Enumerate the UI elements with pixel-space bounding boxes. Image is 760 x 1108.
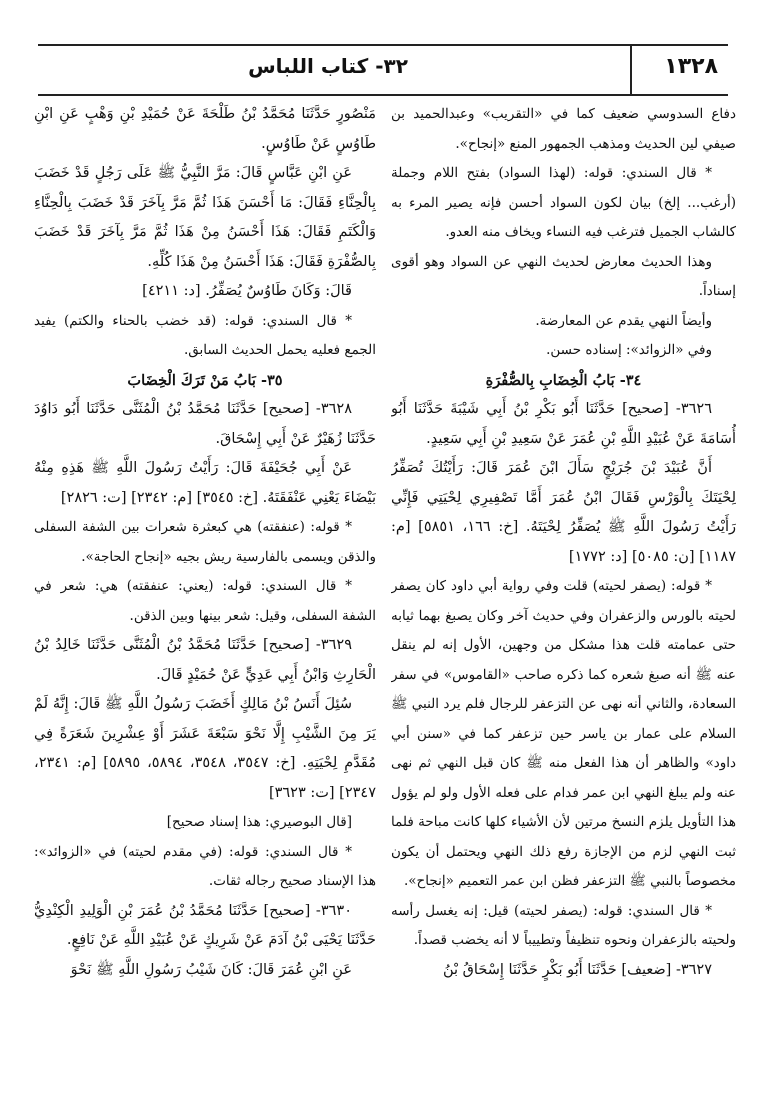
commentary: * قال السندي: قوله: (يصفر لحيته) قيل: إنه يغسل رأسه ولحيته بالزعفران ونحوه تنظيفاً وتطييباً لا أنه يخضب قصداً. xyxy=(391,902,736,948)
chapter-heading: ٣٥- بَابُ مَنْ تَرَكَ الْخِضَابَ xyxy=(127,371,283,389)
hadith-chain: ٣٦٢٩- [صحيح] حَدَّثَنَا مُحَمَّدُ بْنُ الْمُثَنَّى حَدَّثَنَا خَالِدُ بْنُ الْحَارِثِ وَابْنُ أَبِي عَدِيٍّ عَنْ حُمَيْدٍ قَالَ. xyxy=(34,637,376,683)
book-title: ٣٢- كتاب اللباس xyxy=(248,54,408,78)
chapter-heading: ٣٤- بَابُ الْخِضَابِ بِالصُّفْرَةِ xyxy=(485,371,642,389)
grading-note: [قال البوصيري: هذا إسناد صحيح] xyxy=(166,814,352,830)
hadith-text: سُئِلَ أَنَسُ بْنُ مَالِكٍ أَخَضَبَ رَسُولُ اللَّهِ ﷺ قَالَ: إِنَّهُ لَمْ يَرَ مِنَ الشَّيْبِ إِلَّا نَحْوَ سَبْعَةَ عَشَرَ أَوْ عِشْرِينَ شَعَرَةً فِي مُقَدَّمِ لِحْيَتِهِ. [خ: ٣٥٤٧، ٣٥٤٨، ٥٨٩٤، ٥٨٩٥] [م: ٢٣٤١، ٢٣٤٧] [ت: ٣٦٢٣] xyxy=(34,696,376,801)
commentary: * قال السندي: قوله: (لهذا السواد) بفتح اللام وجملة (أرغب... إلخ) بيان لكون السواد أحسن فإنه يصير المرء به كالشاب الجميل فترغب فيه النساء ويخاف منه العدو. xyxy=(391,165,736,240)
hadith-chain: مَنْصُورٍ حَدَّثَنَا مُحَمَّدُ بْنُ طَلْحَةَ عَنْ حُمَيْدِ بْنِ وَهْبٍ عَنِ ابْنِ طَاوُسٍ عَنْ طَاوُسٍ. xyxy=(34,106,376,152)
hadith-text: عَنْ أَبِي جُحَيْفَةَ قَالَ: رَأَيْتُ رَسُولَ اللَّهِ ﷺ هَذِهِ مِنْهُ بَيْضَاءَ يَعْنِي عَنْفَقَتَهُ. [خ: ٣٥٤٥] [م: ٢٣٤٢] [ت: ٢٨٢٦] xyxy=(34,460,376,506)
page-number: ١٣٢٨ xyxy=(664,54,718,79)
header-divider xyxy=(630,46,632,94)
commentary: * قوله: (عنفقته) هي كبعثرة شعرات بين الشفة السفلى والذقن ويسمى بالفارسية ريش بجيه «إنجاح الحاجة». xyxy=(34,519,376,565)
hadith-chain: ٣٦٢٨- [صحيح] حَدَّثَنَا مُحَمَّدُ بْنُ الْمُثَنَّى حَدَّثَنَا أَبُو دَاوُدَ حَدَّثَنَا زُهَيْرٌ عَنْ أَبِي إِسْحَاقَ. xyxy=(34,401,376,447)
commentary: * قال السندي: قوله: (في مقدم لحيته) في «الزوائد»: هذا الإسناد صحيح رجاله ثقات. xyxy=(34,843,376,889)
hadith-chain: ٣٦٣٠- [صحيح] حَدَّثَنَا مُحَمَّدُ بْنُ عُمَرَ بْنِ الْوَلِيدِ الْكِنْدِيُّ حَدَّثَنَا يَحْيَى بْنُ آدَمَ عَنْ شَرِيكٍ عَنْ عُبَيْدِ اللَّهِ عَنْ نَافِعٍ. xyxy=(34,902,376,948)
hadith-text: عَنِ ابْنِ عُمَرَ قَالَ: كَانَ شَيْبُ رَسُولِ اللَّهِ ﷺ نَحْوَ xyxy=(70,961,352,978)
commentary: * قال السندي: قوله: (قد خضب بالحناء والكتم) يفيد الجمع فعليه يحمل الحديث السابق. xyxy=(34,312,376,358)
hadith-chain: ٣٦٢٧- [ضعيف] حَدَّثَنَا أَبُو بَكْرٍ حَدَّثَنَا إِسْحَاقُ بْنُ xyxy=(442,961,712,978)
commentary: * قوله: (يصفر لحيته) قلت وفي رواية أبي داود كان يصفر لحيته بالورس والزعفران وفي حديث آخر وكان يصبغ بهما ثيابه حتى عمامته قلت هذا مشكل من وجهين، الأول إنه لم ينقل عنه ﷺ أنه صبغ شعره كما ذكره صاحب «القاموس» في سفر السعادة، والثاني أنه نهى عن التزعفر للرجال فلم يرد النبي ﷺ السلام على عمار بن ياسر حين تزعفر كما في «سنن أبي داود» والظاهر أن هذا الفعل منه ﷺ كان قبل النهي ثم نهى عنه ولم يبلغ النهي ابن عمر فدام على فعله الأول ولو لم يؤول هذا التأويل يلزم النسخ مرتين لأن الأشياء كلها كانت مباحة فلما ثبت النهي لزم من الإجازة رفع ذلك النهي ويحتمل أن يكون مخصوصاً بالنبي ﷺ التزعفر فظن ابن عمر التعميم «إنجاح». xyxy=(391,578,736,889)
paragraph: وفي «الزوائد»: إسناده حسن. xyxy=(546,342,712,358)
hadith-text: عَنِ ابْنِ عَبَّاسٍ قَالَ: مَرَّ النَّبِيُّ ﷺ عَلَى رَجُلٍ قَدْ خَضَبَ بِالْحِنَّاءِ فَقَالَ: مَا أَحْسَنَ هَذَا ثُمَّ مَرَّ بِآخَرَ قَدْ خَضَبَ بِالْحِنَّاءِ وَالْكَتَمِ فَقَالَ: هَذَا أَحْسَنُ مِنْ هَذَا ثُمَّ مَرَّ بِآخَرَ قَدْ خَضَبَ بِالصُّفْرَةِ فَقَالَ: هَذَا أَحْسَنُ مِنْ هَذَا كُلِّهِ. xyxy=(34,165,376,270)
hadith-chain: ٣٦٢٦- [صحيح] حَدَّثَنَا أَبُو بَكْرِ بْنُ أَبِي شَيْبَةَ حَدَّثَنَا أَبُو أُسَامَةَ عَنْ عُبَيْدِ اللَّهِ بْنِ عُمَرَ عَنْ سَعِيدِ بْنِ أَبِي سَعِيدٍ. xyxy=(391,401,736,447)
page-header xyxy=(38,44,728,96)
hadith-text: قَالَ: وَكَانَ طَاوُسٌ يُصَفِّرُ. [د: ٤٢١١] xyxy=(142,283,352,299)
commentary: * قال السندي: قوله: (يعني: عنفقته) هي: شعر في الشفة السفلى، وقيل: شعر بينها وبين الذقن. xyxy=(34,578,376,624)
paragraph: وهذا الحديث معارض لحديث النهي عن السواد وهو أقوى إسناداً. xyxy=(391,253,736,299)
right-column xyxy=(391,100,736,1090)
left-column xyxy=(34,100,376,1090)
paragraph: وأيضاً النهي يقدم عن المعارضة. xyxy=(535,312,712,329)
hadith-text: أَنَّ عُبَيْدَ بْنَ جُرَيْجٍ سَأَلَ ابْنَ عُمَرَ قَالَ: رَأَيْتُكَ تُصَفِّرُ لِحْيَتَكَ بِالْوَرْسِ فَقَالَ ابْنُ عُمَرَ أَمَّا تَصْفِيرِي لِحْيَتِي فَإِنِّي رَأَيْتُ رَسُولَ اللَّهِ ﷺ يُصَفِّرُ لِحْيَتَهُ. [خ: ١٦٦، ٥٨٥١] [م: ١١٨٧] [ن: ٥٠٨٥] [د: ١٧٧٢] xyxy=(391,460,736,565)
paragraph: دفاع السدوسي ضعيف كما في «التقريب» وعبدالحميد بن صيفي لين الحديث ومذهب الجمهور المنع «إنجاح». xyxy=(391,106,736,152)
